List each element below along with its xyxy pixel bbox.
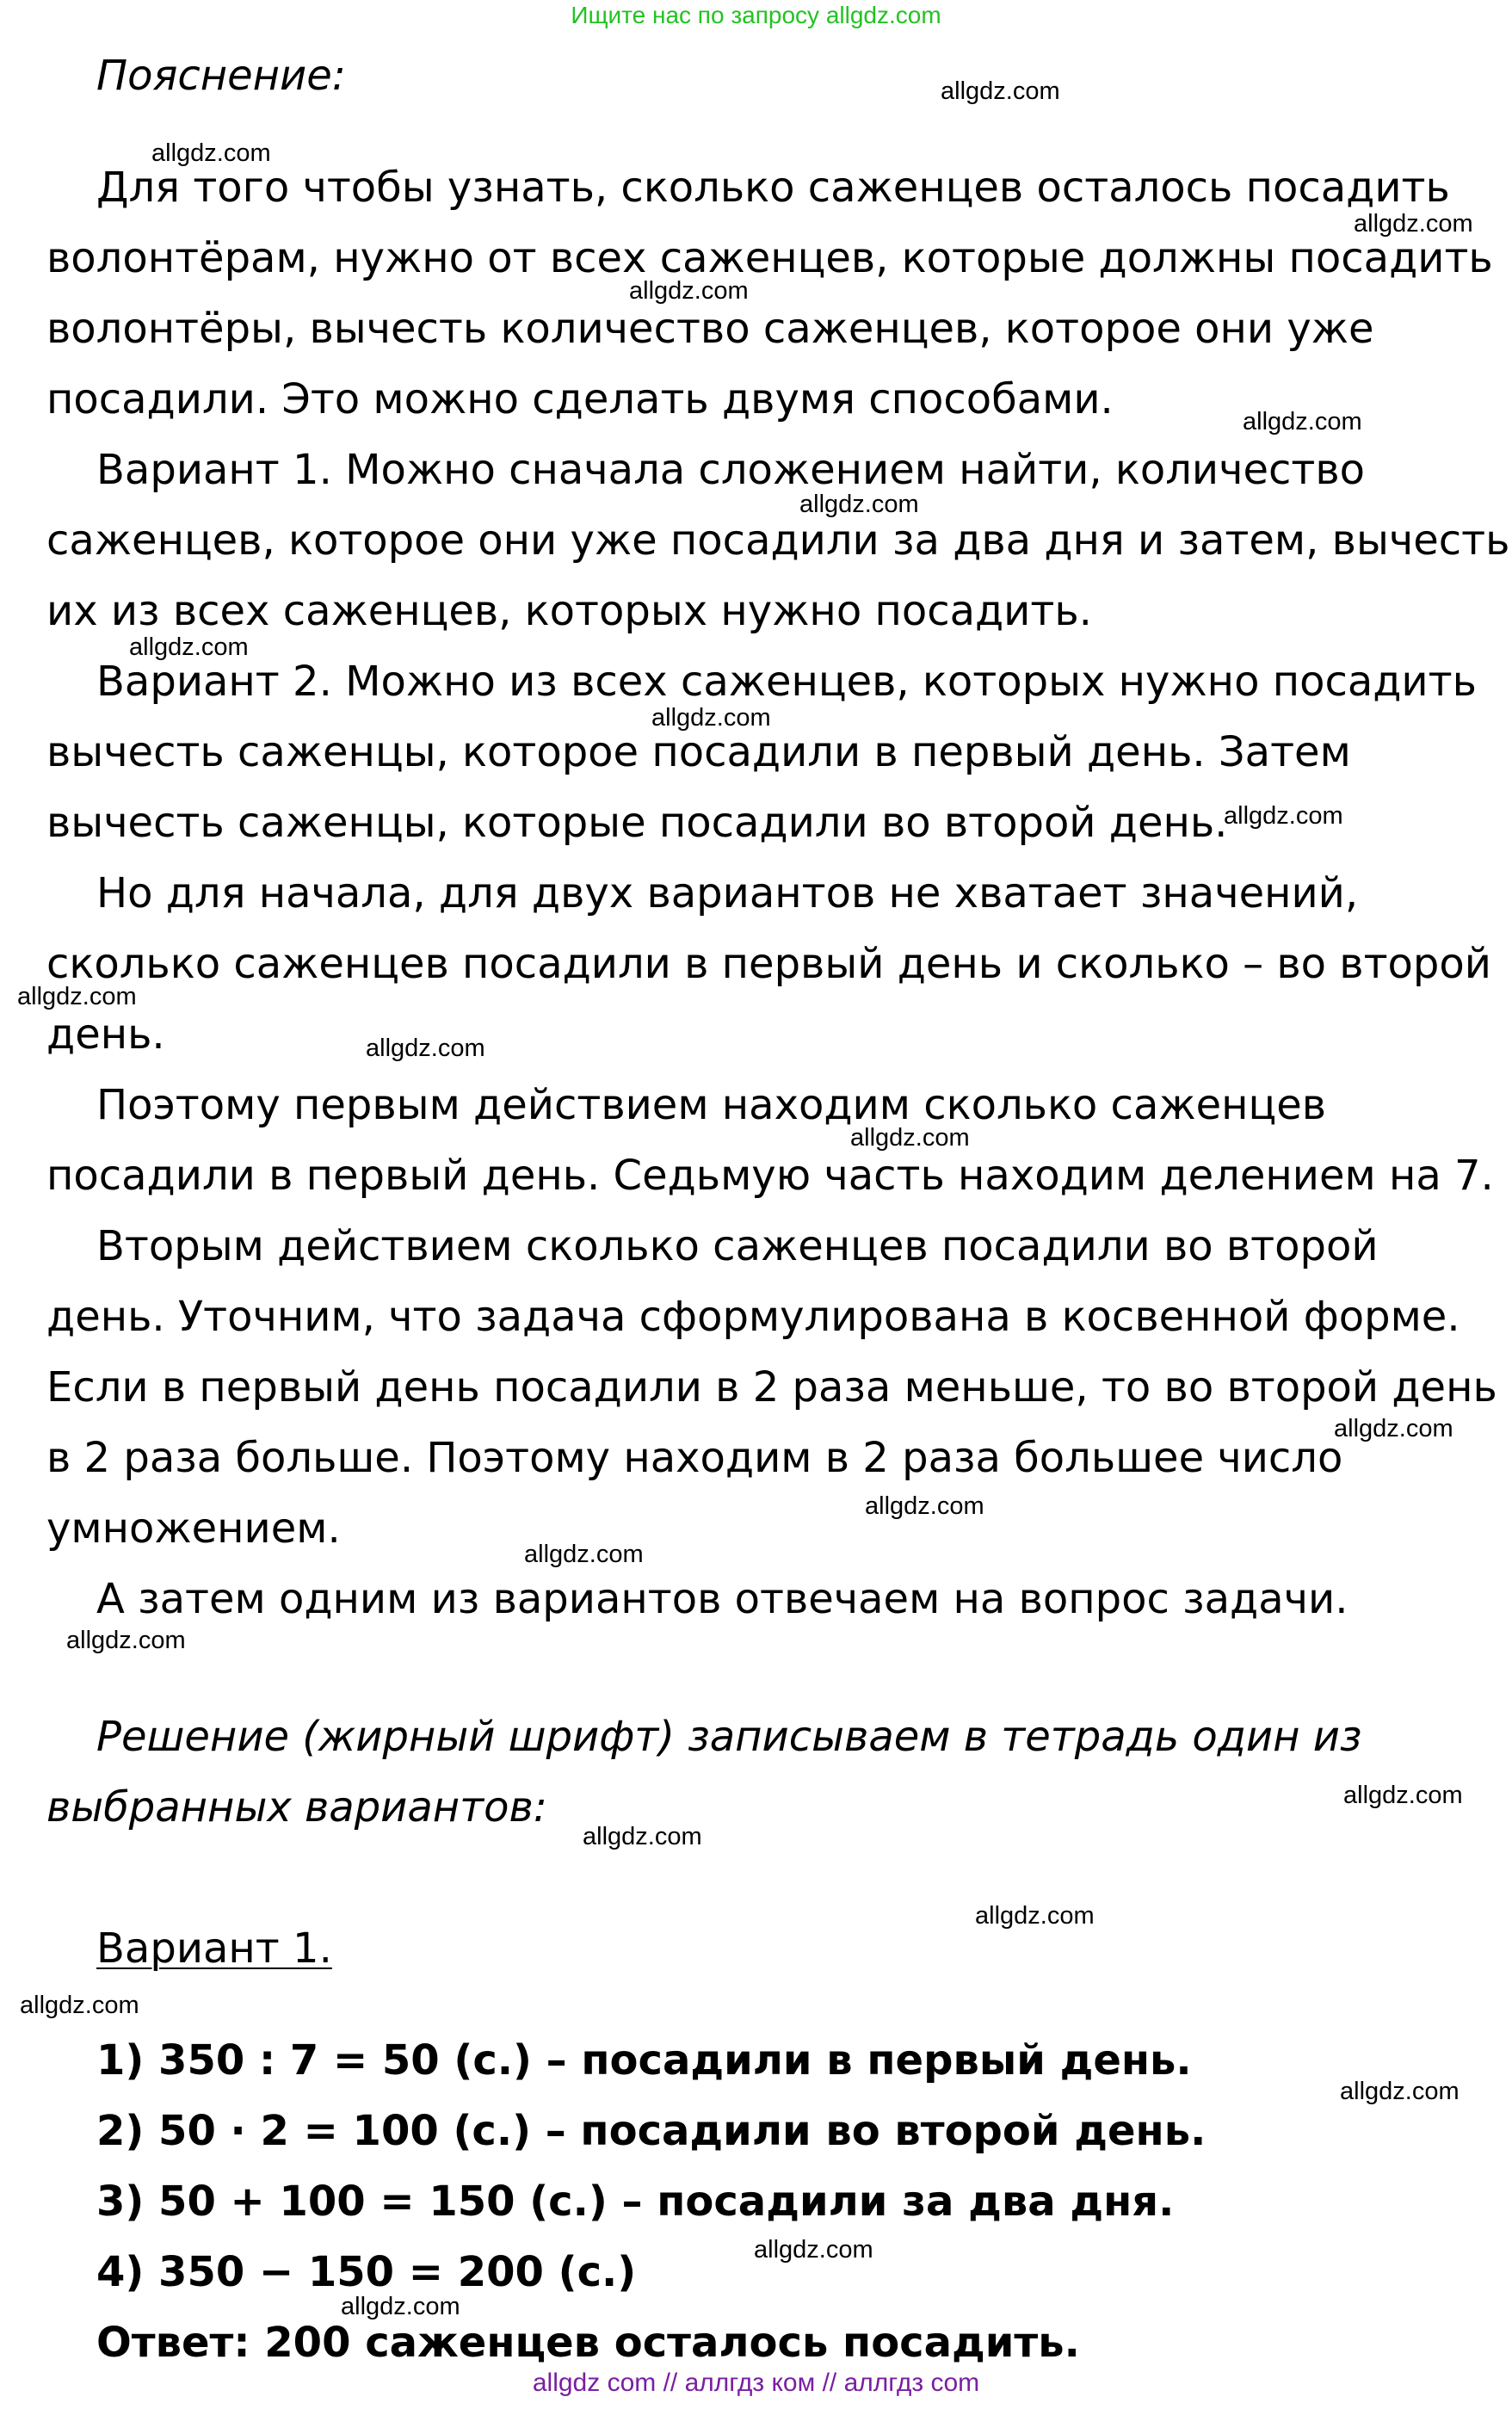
watermark: allgdz.com bbox=[583, 1823, 702, 1850]
watermark: allgdz.com bbox=[1243, 408, 1362, 435]
watermark: allgdz.com bbox=[865, 1492, 984, 1520]
solution-intro-line: выбранных вариантов: bbox=[46, 1783, 547, 1831]
text-line: А затем одним из вариантов отвечаем на вопрос задачи. bbox=[96, 1575, 1348, 1623]
watermark: allgdz.com bbox=[341, 2293, 460, 2320]
solution-step: 2) 50 · 2 = 100 (с.) – посадили во второй день. bbox=[96, 2107, 1207, 2155]
text-line: волонтёры, вычесть количество саженцев, которое они уже bbox=[46, 305, 1374, 353]
top-banner: Ищите нас по запросу allgdz.com bbox=[571, 2, 941, 28]
watermark: allgdz.com bbox=[754, 2236, 873, 2264]
watermark: allgdz.com bbox=[66, 1627, 186, 1654]
watermark: allgdz.com bbox=[1334, 1415, 1453, 1442]
solution-step: 4) 350 − 150 = 200 (с.) bbox=[96, 2248, 637, 2296]
footer-links: allgdz com // аллгдз ком // аллгдз com bbox=[532, 2369, 980, 2397]
text-line: Но для начала, для двух вариантов не хватает значений, bbox=[96, 869, 1359, 917]
watermark: allgdz.com bbox=[20, 1992, 139, 2019]
watermark: allgdz.com bbox=[1354, 210, 1473, 238]
text-line: Вариант 1. Можно сначала сложением найти, количество bbox=[96, 446, 1366, 494]
text-line: Вторым действием сколько саженцев посадили во второй bbox=[96, 1222, 1379, 1270]
text-line: их из всех саженцев, которых нужно посадить. bbox=[46, 587, 1092, 635]
text-line: умножением. bbox=[46, 1504, 341, 1553]
text-line: саженцев, которое они уже посадили за два дня и затем, вычесть bbox=[46, 516, 1510, 565]
watermark: allgdz.com bbox=[524, 1541, 644, 1568]
watermark: allgdz.com bbox=[651, 704, 771, 732]
text-line: день. Уточним, что задача сформулирована в косвенной форме. bbox=[46, 1293, 1460, 1341]
watermark: allgdz.com bbox=[1340, 2078, 1460, 2105]
watermark: allgdz.com bbox=[941, 77, 1060, 105]
solution-step: 1) 350 : 7 = 50 (с.) – посадили в первый день. bbox=[96, 2036, 1192, 2085]
watermark: allgdz.com bbox=[975, 1902, 1095, 1930]
explanation-title: Пояснение: bbox=[96, 52, 346, 100]
text-line: Если в первый день посадили в 2 раза меньше, то во второй день bbox=[46, 1363, 1497, 1411]
text-line: Поэтому первым действием находим сколько саженцев bbox=[96, 1081, 1327, 1129]
text-line: посадили в первый день. Седьмую часть находим делением на 7. bbox=[46, 1152, 1494, 1200]
text-line: вычесть саженцы, которое посадили в первый день. Затем bbox=[46, 728, 1351, 776]
watermark: allgdz.com bbox=[799, 491, 919, 518]
text-line: вычесть саженцы, которые посадили во второй день. bbox=[46, 799, 1228, 847]
solution-step: 3) 50 + 100 = 150 (с.) – посадили за два дня. bbox=[96, 2177, 1175, 2226]
watermark: allgdz.com bbox=[17, 983, 137, 1010]
watermark: allgdz.com bbox=[1343, 1782, 1463, 1809]
text-line: волонтёрам, нужно от всех саженцев, которые должны посадить bbox=[46, 234, 1493, 282]
watermark: allgdz.com bbox=[366, 1035, 485, 1062]
text-line: посадили. Это можно сделать двумя способами. bbox=[46, 375, 1114, 423]
watermark: allgdz.com bbox=[151, 139, 271, 167]
text-line: в 2 раза больше. Поэтому находим в 2 раза большее число bbox=[46, 1434, 1343, 1482]
text-line: Для того чтобы узнать, сколько саженцев осталось посадить bbox=[96, 164, 1450, 212]
watermark: allgdz.com bbox=[850, 1124, 970, 1152]
watermark: allgdz.com bbox=[1224, 802, 1343, 830]
solution-intro-line: Решение (жирный шрифт) записываем в тетрадь один из bbox=[96, 1713, 1362, 1761]
watermark: allgdz.com bbox=[629, 277, 749, 305]
variant-title: Вариант 1. bbox=[96, 1924, 332, 1973]
text-line: сколько саженцев посадили в первый день и сколько – во второй bbox=[46, 940, 1491, 988]
text-line: день. bbox=[46, 1010, 165, 1059]
answer-line: Ответ: 200 саженцев осталось посадить. bbox=[96, 2319, 1080, 2367]
text-line: Вариант 2. Можно из всех саженцев, которых нужно посадить bbox=[96, 658, 1477, 706]
watermark: allgdz.com bbox=[129, 633, 249, 661]
